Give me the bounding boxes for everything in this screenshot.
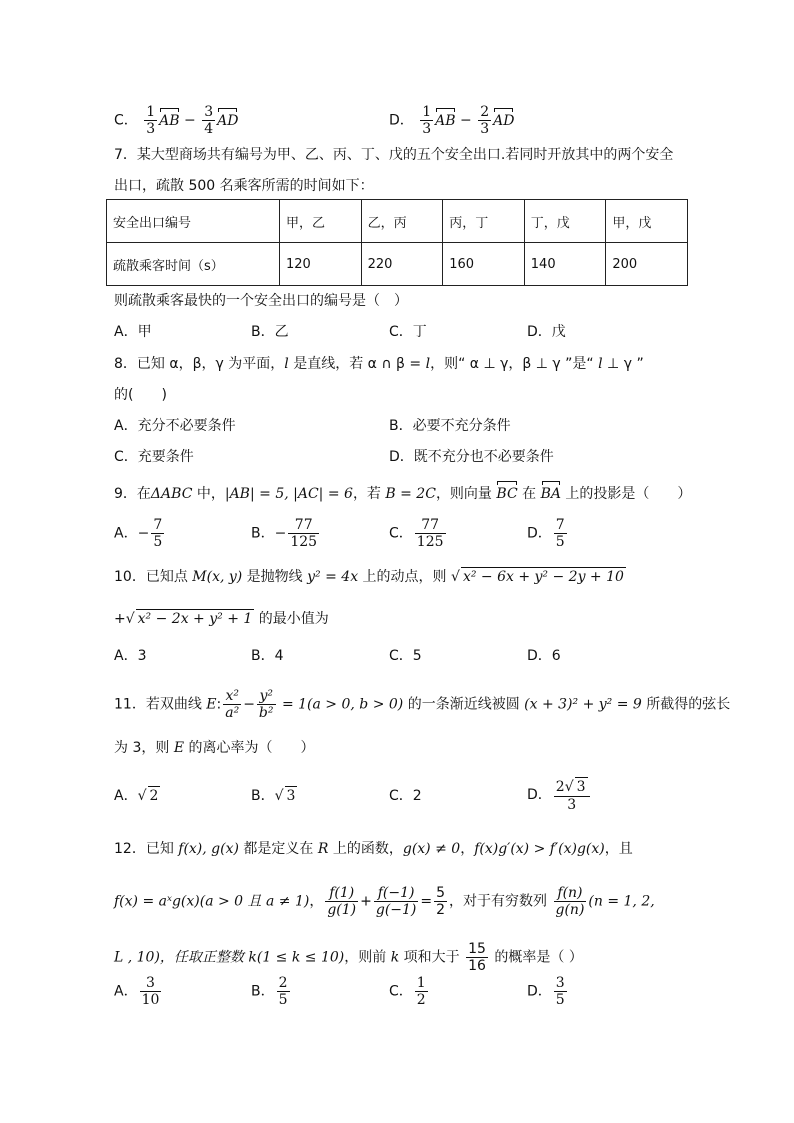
radical-expression: x² − 6x + y² − 2y + 10: [462, 569, 624, 585]
q6-option-c[interactable]: C． $\frac{1}{3}$ AB − $\frac{3}{4}$ AD: [114, 104, 239, 137]
table-header-cell: 乙，丙: [361, 200, 443, 243]
q12-option-b[interactable]: B． $\frac{2}{5}$: [251, 975, 288, 1008]
q11-option-d[interactable]: D． $\frac{2√ 3}{3}$: [527, 777, 592, 813]
q9-option-d[interactable]: D． $\frac{7}{5}$: [527, 517, 565, 550]
vector-ba: BA: [541, 483, 561, 505]
table-row: [107, 243, 688, 286]
table-cell: 140: [524, 243, 606, 286]
table-header-row: [107, 200, 688, 243]
table-header-cell: 丁，戊: [524, 200, 606, 243]
table-cell: 160: [443, 243, 525, 286]
q12-option-d[interactable]: D． $\frac{3}{5}$: [527, 975, 565, 1008]
q7-stem-line-2: 出口，疏散 500 名乘客所需的时间如下：: [114, 178, 374, 194]
q11-stem-line-2: 为 3，则 E 的离心率为（ ）: [114, 740, 315, 756]
q10-option-b[interactable]: B．4: [251, 648, 284, 664]
q6-c-frac-2: $\frac{3}{4}$: [204, 104, 214, 137]
q9-option-b[interactable]: B．− $\frac{77}{125}$: [251, 517, 318, 550]
q8-option-a[interactable]: A．充分不必要条件: [114, 418, 236, 434]
q10-option-a[interactable]: A．3: [114, 648, 147, 664]
q7-option-b[interactable]: B．乙: [251, 324, 289, 340]
q7-option-c[interactable]: C．丁: [389, 324, 427, 340]
q7-exit-time-table: [106, 199, 688, 286]
q10-option-c[interactable]: C．5: [389, 648, 422, 664]
q9-option-c[interactable]: C． $\frac{77}{125}$: [389, 517, 444, 550]
q8-option-c[interactable]: C．充要条件: [114, 449, 194, 465]
radical-expression: x² − 2x + y² + 1: [137, 611, 253, 627]
q6-d-frac-1: $\frac{1}{3}$: [422, 104, 432, 137]
q12-stem-line-3: L , 10)，任取正整数 k(1 ≤ k ≤ 10)，则前 k 项和大于 $\frac{15}{16}$ 的概率是（ ）: [114, 941, 583, 974]
q7-question: 则疏散乘客最快的一个安全出口的编号是（ ）: [114, 293, 408, 309]
table-cell: 220: [361, 243, 443, 286]
table-header-cell: 甲，乙: [280, 200, 362, 243]
q11-option-b[interactable]: B．√ 3: [251, 788, 296, 804]
q10-stem-line-1: 10．已知点 M(x, y) 是抛物线 y² = 4x 上的动点，则 √ x² − 6x + y² − 2y + 10: [114, 569, 624, 585]
table-cell: 120: [280, 243, 362, 286]
q8-stem-line-2: 的( ): [114, 387, 167, 403]
q6-d-frac-2: $\frac{2}{3}$: [480, 104, 490, 137]
table-header-label: 安全出口编号: [107, 200, 280, 243]
q7-option-d[interactable]: D．戊: [527, 324, 566, 340]
vector-ad: AD: [493, 110, 514, 132]
table-row-label: 疏散乘客时间（s）: [107, 243, 280, 286]
q9-stem: 9．在ΔABC 中，|AB| = 5, |AC| = 6，若 B = 2C，则向量 BC 在 BA 上的投影是（ ）: [114, 483, 691, 505]
q12-option-c[interactable]: C． $\frac{1}{2}$: [389, 975, 426, 1008]
q11-option-a[interactable]: A．√ 2: [114, 788, 159, 804]
q7-option-a[interactable]: A．甲: [114, 324, 152, 340]
vector-ad: AD: [217, 110, 238, 132]
q8-stem-line-1: 8．已知 α，β，γ 为平面，l 是直线，若 α ∩ β = l，则“ α ⊥ γ，β ⊥ γ ”是“ l ⊥ γ ”: [114, 356, 644, 372]
q8-option-b[interactable]: B．必要不充分条件: [389, 418, 511, 434]
q10-stem-line-2: +√ x² − 2x + y² + 1 的最小值为: [114, 611, 329, 627]
vector-bc: BC: [496, 483, 517, 505]
q10-option-d[interactable]: D．6: [527, 648, 561, 664]
q12-stem-line-2: f(x) = aˣg(x)(a > 0 且 a ≠ 1)， $\frac{f(1)}{g(1)}$ + $\frac{f(-1)}{g(-1)}$ = $\frac{5}{2}$ ，对于有穷数列 $\frac{f(n)}{g(n)}$ (n = 1, 2,: [114, 885, 655, 918]
q6-c-frac-1: $\frac{1}{3}$: [146, 104, 156, 137]
q6-option-d[interactable]: D． $\frac{1}{3}$ AB − $\frac{2}{3}$ AD: [389, 104, 515, 137]
q11-option-c[interactable]: C．2: [389, 788, 422, 804]
q9-option-a[interactable]: A．− $\frac{7}{5}$: [114, 517, 163, 550]
q12-option-a[interactable]: A． $\frac{3}{10}$: [114, 975, 160, 1008]
q7-stem-line-1: 7．某大型商场共有编号为甲、乙、丙、丁、戊的五个安全出口.若同时开放其中的两个安全: [114, 147, 674, 163]
q12-stem-line-1: 12．已知 f(x), g(x) 都是定义在 R 上的函数，g(x) ≠ 0，f(x)g′(x) > f′(x)g(x)，且: [114, 841, 633, 857]
table-header-cell: 甲，戊: [606, 200, 688, 243]
table-cell: 200: [606, 243, 688, 286]
q8-option-d[interactable]: D．既不充分也不必要条件: [389, 449, 554, 465]
vector-ab: AB: [435, 110, 455, 132]
table-header-cell: 丙，丁: [443, 200, 525, 243]
vector-ab: AB: [159, 110, 179, 132]
q11-stem-line-1: 11．若双曲线 E: $\frac{\text{x²}}{\text{a²}}$ − $\frac{\text{y²}}{\text{b²}}$ = 1(a > 0, b > 0) 的一条渐近线被圆 (x + 3)² + y² = 9 所截得的弦长: [114, 688, 731, 721]
